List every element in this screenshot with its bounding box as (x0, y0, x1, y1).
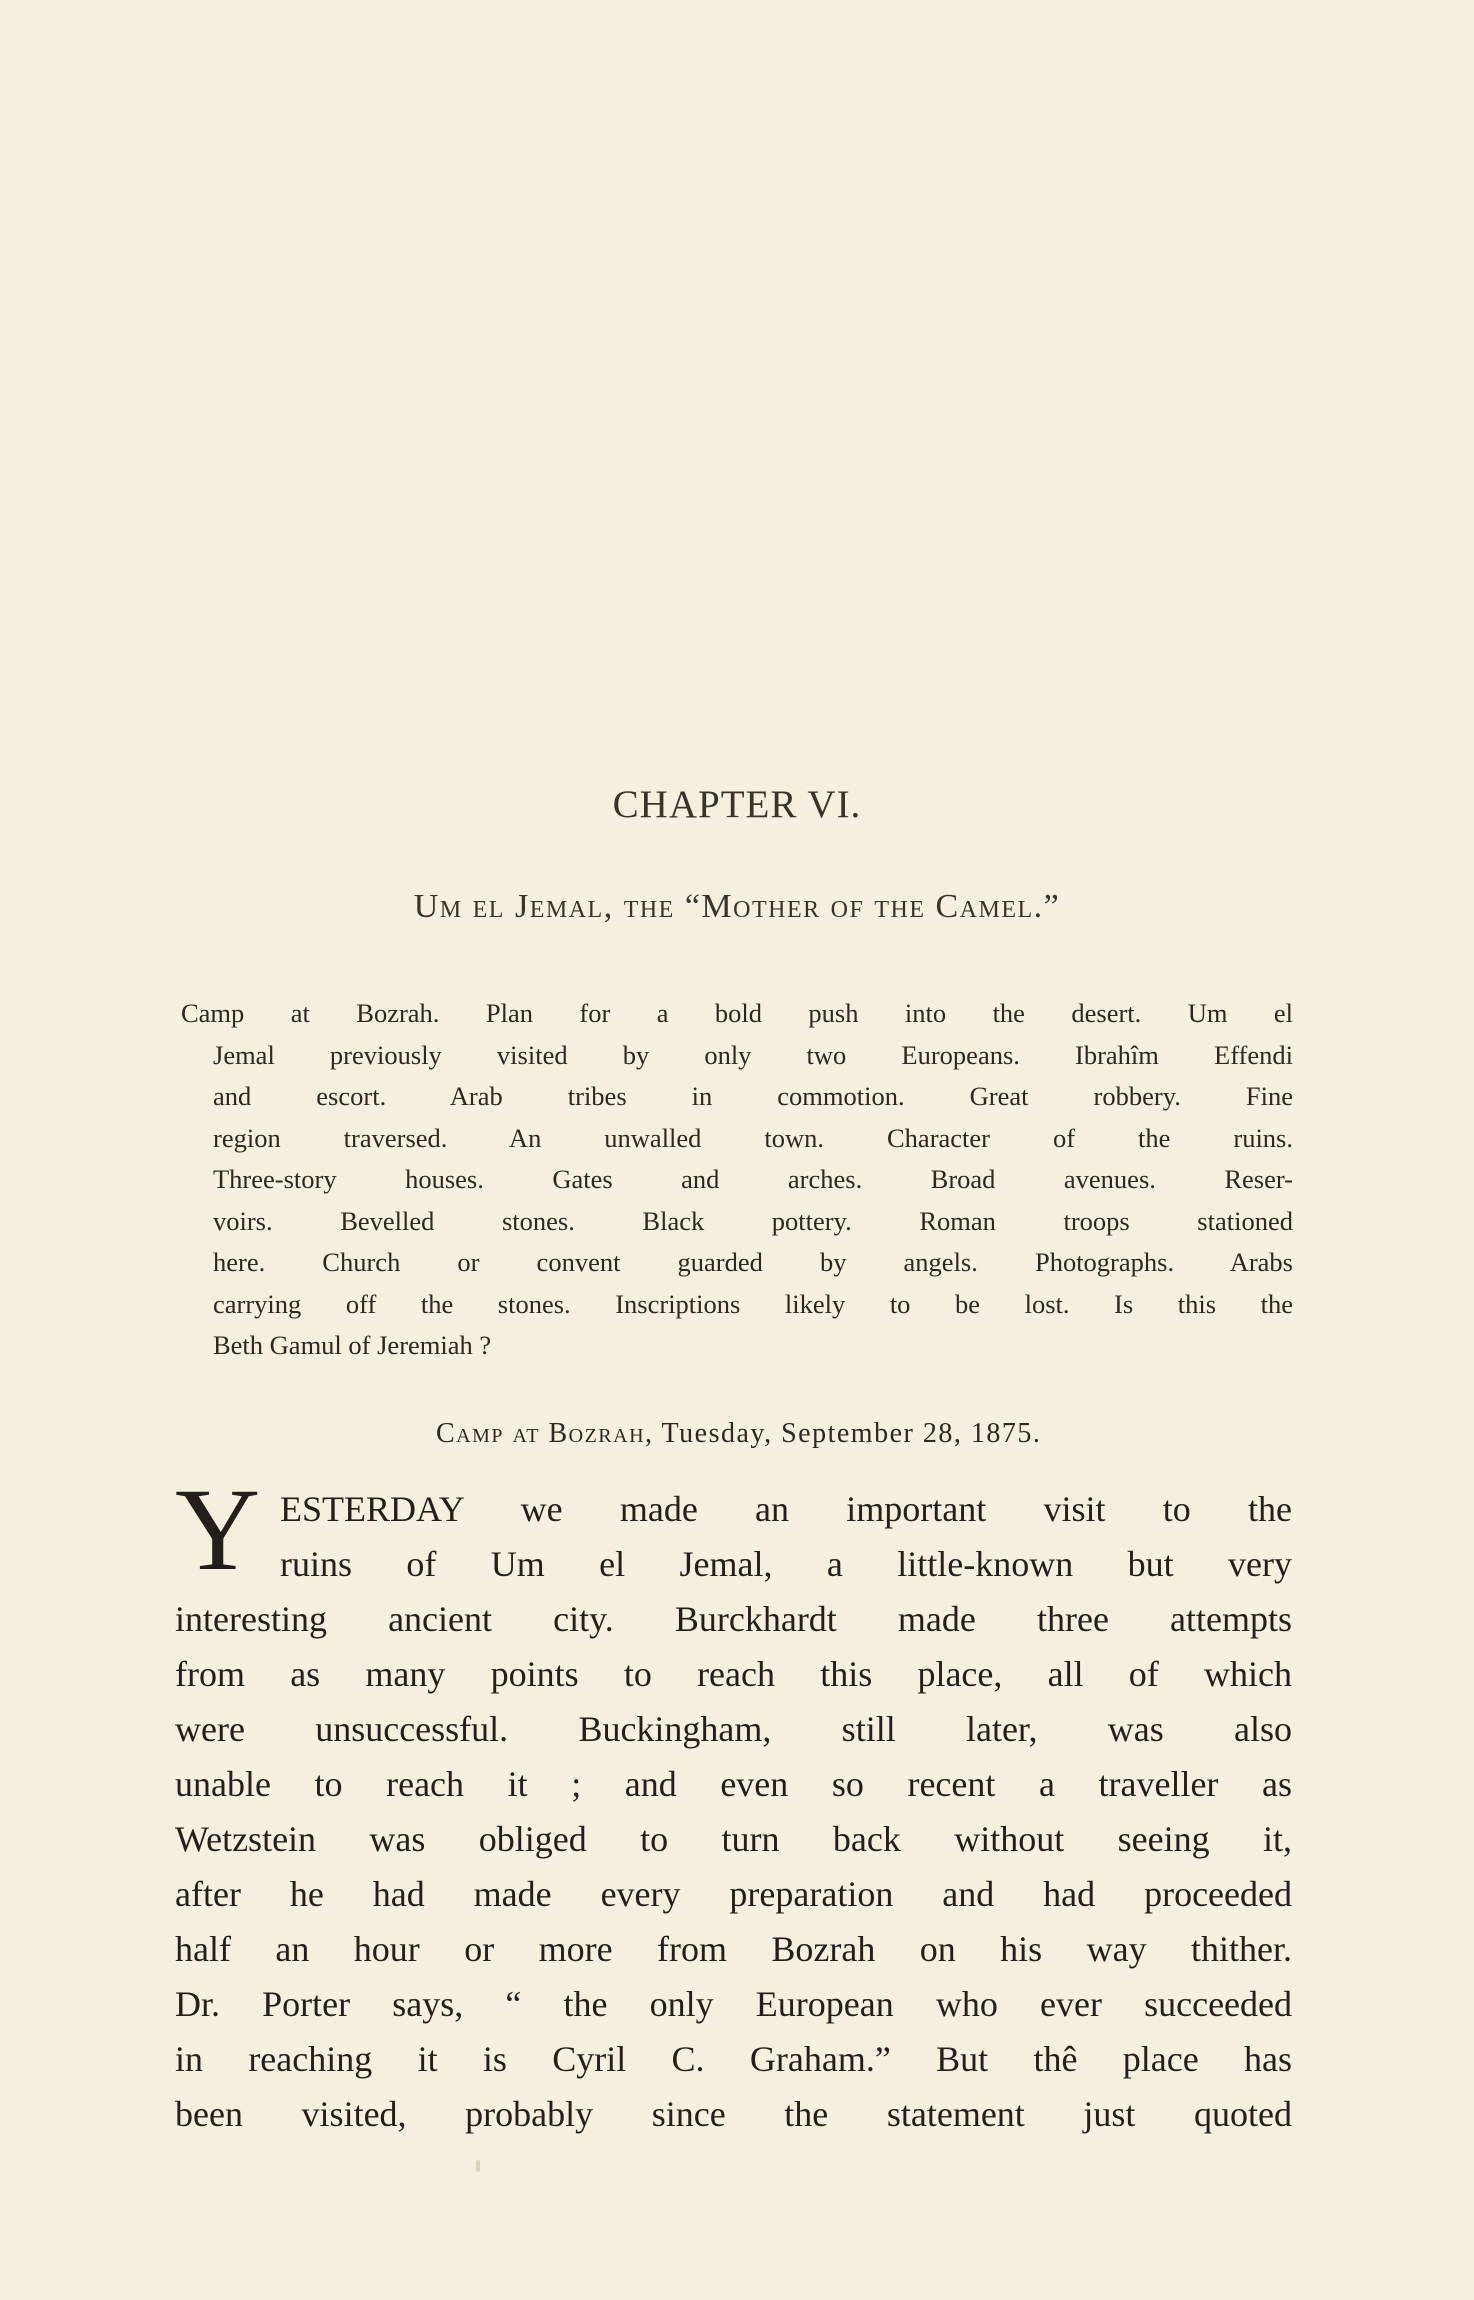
paper-speck (476, 2160, 480, 2172)
body-line: from as many points to reach this place, all of which (175, 1654, 1292, 1694)
summary-line: carrying off the stones. Inscriptions likely to be lost. Is this the (213, 1288, 1293, 1319)
dateline-place: Camp at Bozrah, (436, 1418, 654, 1449)
body-line: in reaching it is Cyril C. Graham.” But thê place has (175, 2039, 1292, 2079)
dateline (436, 1418, 1041, 1450)
summary-line: voirs. Bevelled stones. Black pottery. Roman troops stationed (213, 1205, 1293, 1236)
summary-line: Beth Gamul of Jeremiah ? (213, 1330, 492, 1360)
summary-line: here. Church or convent guarded by angels. Photographs. Arabs (213, 1247, 1293, 1277)
body-text (175, 1482, 1292, 2142)
dateline-date: Tuesday, September 28, 1875. (661, 1418, 1042, 1449)
summary-line: Three-story houses. Gates and arches. Broad avenues. Reser- (213, 1164, 1293, 1194)
summary-line: and escort. Arab tribes in commotion. Great robbery. Fine (213, 1081, 1293, 1111)
chapter-summary (181, 993, 1293, 1367)
body-line: Wetzstein was obliged to turn back without seeing it, (175, 1819, 1292, 1859)
summary-line: region traversed. An unwalled town. Character of the ruins. (213, 1122, 1293, 1153)
drop-cap: Y (175, 1464, 261, 1595)
body-line: were unsuccessful. Buckingham, still later, was also (175, 1709, 1292, 1749)
body-line: ESTERDAY we made an important visit to the (280, 1489, 1292, 1529)
body-line: been visited, probably since the statement just quoted (175, 2094, 1292, 2134)
body-line: after he had made every preparation and had proceeded (175, 1874, 1292, 1914)
body-line: interesting ancient city. Burckhardt made three attempts (175, 1599, 1292, 1639)
summary-line: Camp at Bozrah. Plan for a bold push into the desert. Um el (181, 998, 1293, 1028)
body-line: Dr. Porter says, “ the only European who ever succeeded (175, 1984, 1292, 2024)
body-line: ruins of Um el Jemal, a little-known but very (280, 1544, 1292, 1584)
body-line: unable to reach it ; and even so recent a traveller as (175, 1764, 1292, 1804)
summary-line: Jemal previously visited by only two Europeans. Ibrahîm Effendi (213, 1039, 1293, 1070)
body-line: half an hour or more from Bozrah on his way thither. (175, 1929, 1292, 1969)
chapter-subtitle: Um el Jemal, the “Mother of the Camel.” (413, 888, 1061, 925)
chapter-title: CHAPTER VI. (612, 783, 862, 826)
